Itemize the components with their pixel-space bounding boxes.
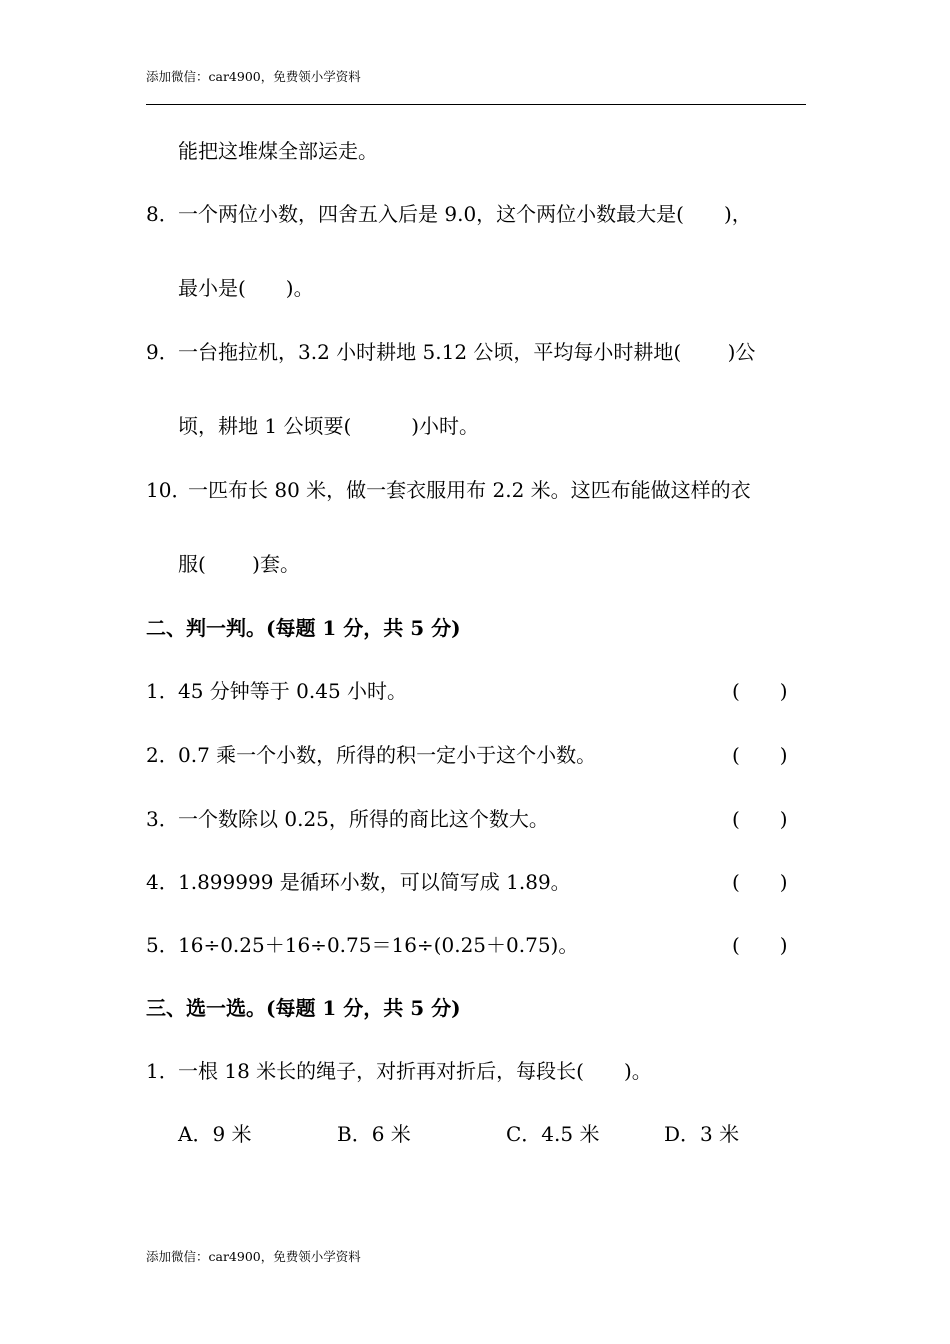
- judge-item-number: 3．: [146, 807, 179, 831]
- question-10-line1: 一匹布长 80 米，做一套衣服用布 2.2 米。这匹布能做这样的衣: [188, 478, 751, 502]
- judge-item-number: 5．: [146, 933, 179, 957]
- question-8-number: 8．: [146, 202, 179, 226]
- question-9-line2: 顷，耕地 1 公顷要( )小时。: [178, 414, 480, 438]
- judge-item-number: 4．: [146, 870, 179, 894]
- option-b: B．6 米: [337, 1122, 411, 1146]
- judge-item-text: 0.7 乘一个小数，所得的积一定小于这个小数。: [178, 743, 597, 767]
- judge-answer-blank: ( ): [732, 743, 788, 767]
- page-header: 添加微信：car4900，免费领小学资料: [146, 69, 361, 84]
- question-9-number: 9．: [146, 340, 179, 364]
- judge-item-text: 45 分钟等于 0.45 小时。: [178, 679, 408, 703]
- choice-question-1-text: 一根 18 米长的绳子，对折再对折后，每段长( )。: [178, 1059, 652, 1083]
- question-8-line2: 最小是( )。: [178, 276, 314, 300]
- question-8-line1: 一个两位小数，四舍五入后是 9.0，这个两位小数最大是( )，: [178, 202, 752, 226]
- judge-answer-blank: ( ): [732, 933, 788, 957]
- question-9-line1: 一台拖拉机，3.2 小时耕地 5.12 公顷，平均每小时耕地( )公: [178, 340, 756, 364]
- option-d: D．3 米: [664, 1122, 740, 1146]
- judge-answer-blank: ( ): [732, 807, 788, 831]
- question-10-line2: 服( )套。: [178, 552, 300, 576]
- judge-item-text: 16÷0.25＋16÷0.75＝16÷(0.25＋0.75)。: [178, 933, 579, 957]
- judge-item-text: 1.899999 是循环小数，可以简写成 1.89。: [178, 870, 571, 894]
- choice-question-1-number: 1．: [146, 1059, 179, 1083]
- question-10-number: 10．: [146, 478, 192, 502]
- page-footer: 添加微信：car4900，免费领小学资料: [146, 1249, 361, 1264]
- header-rule: [146, 104, 806, 105]
- section-3-title: 三、选一选。(每题 1 分，共 5 分): [146, 996, 461, 1020]
- option-a: A．9 米: [178, 1122, 252, 1146]
- judge-item-number: 1．: [146, 679, 179, 703]
- judge-item-number: 2．: [146, 743, 179, 767]
- judge-answer-blank: ( ): [732, 870, 788, 894]
- section-2-title: 二、判一判。(每题 1 分，共 5 分): [146, 616, 461, 640]
- judge-answer-blank: ( ): [732, 679, 788, 703]
- q7-continuation: 能把这堆煤全部运走。: [178, 139, 378, 163]
- judge-item-text: 一个数除以 0.25，所得的商比这个数大。: [178, 807, 549, 831]
- option-c: C．4.5 米: [506, 1122, 600, 1146]
